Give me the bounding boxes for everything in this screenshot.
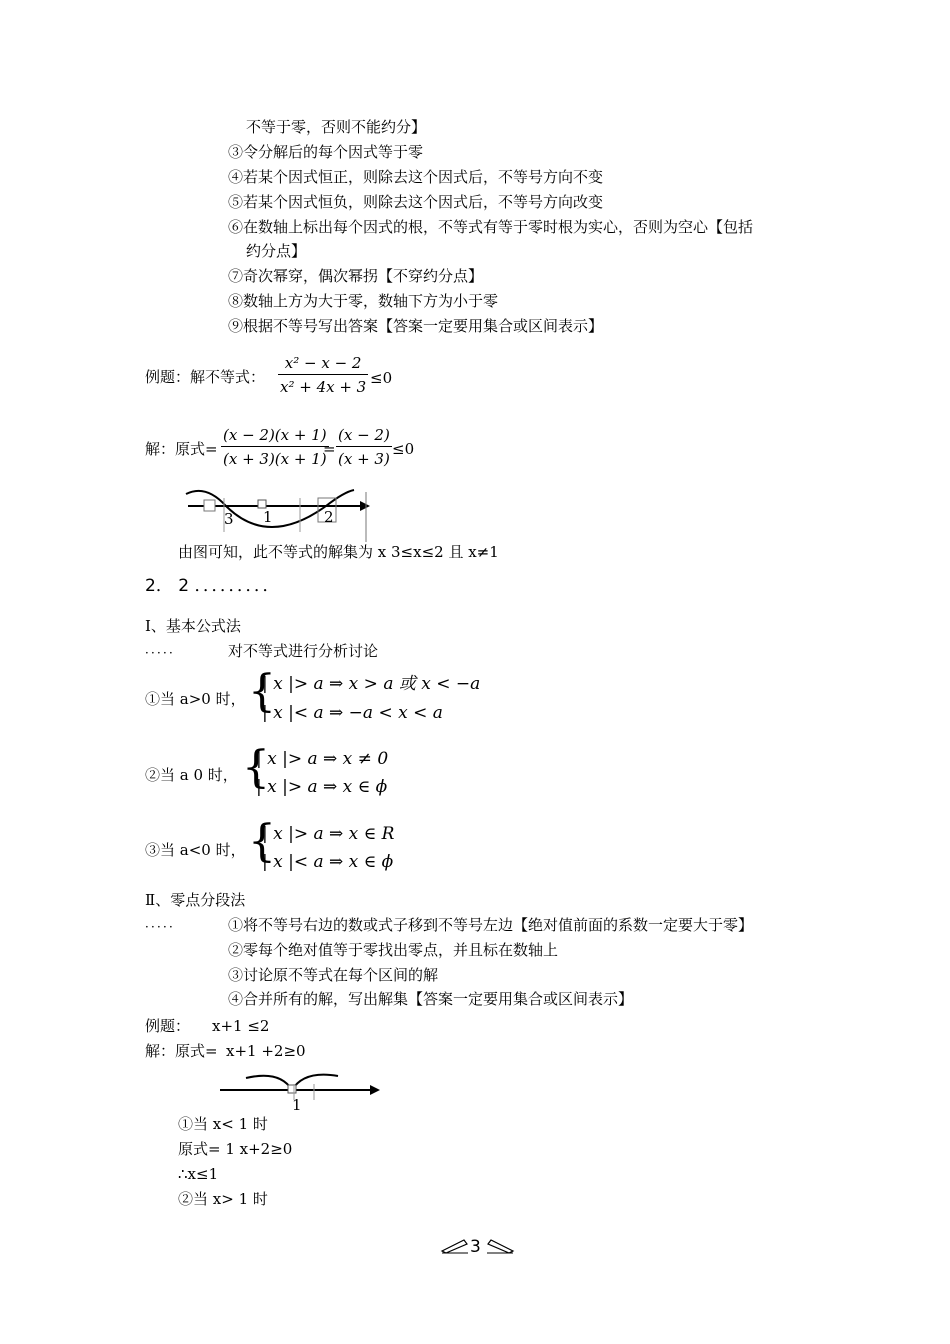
method1-subtitle-mark: ．．．．． <box>145 642 182 656</box>
solution1-frac2-den: (x + 3) <box>338 450 390 468</box>
solution1-relation: ≤0 <box>392 440 415 458</box>
example1-denominator: x² + 4x + 3 <box>280 378 367 396</box>
method2-title: Ⅱ、零点分段法 <box>145 891 246 909</box>
solution1-fraction2 <box>336 426 392 468</box>
page-number: 3 <box>470 1237 481 1257</box>
step-6: ⑥在数轴上标出每个因式的根，不等式有等于零时根为实心，否则为空心【包括 <box>228 218 754 236</box>
case2-brace: { <box>242 742 270 793</box>
example2-label: 例题： <box>145 1017 191 1035</box>
number-line-diagram-1 <box>180 488 380 538</box>
solution1-frac1-num: (x − 2)(x + 1) <box>221 426 329 447</box>
case1-label: ①当 a>0 时， <box>145 690 246 708</box>
case2-line1: | x |> a ⇒ x ≠ 0 <box>256 749 389 769</box>
method2-subtitle-mark: ．．．．． <box>145 916 182 930</box>
example2-expression: x+1 ≤2 <box>212 1017 270 1035</box>
step-7: ⑦奇次幂穿，偶次幂拐【不穿约分点】 <box>228 267 484 285</box>
axis-label-3: 3 <box>224 510 234 528</box>
axis-label-2: 2 <box>324 508 334 526</box>
section-heading: 2． 2 ．．．．．．．．． <box>145 576 280 596</box>
solution2-expression: x+1 +2≥0 <box>226 1042 306 1060</box>
case3-brace: { <box>248 816 276 867</box>
pen-right-icon <box>485 1237 515 1255</box>
axis-label-1: 1 <box>263 508 273 526</box>
solution2-label: 解：原式= <box>145 1042 218 1060</box>
example1-relation: ≤0 <box>370 369 393 387</box>
case-line-1: ①当 x< 1 时 <box>178 1115 268 1133</box>
example1-label: 例题：解不等式： <box>145 368 266 386</box>
method2-step-4: ④合并所有的解，写出解集【答案一定要用集合或区间表示】 <box>228 990 634 1008</box>
solution1-label: 解：原式= <box>145 440 218 458</box>
step-9: ⑨根据不等号写出答案【答案一定要用集合或区间表示】 <box>228 317 604 335</box>
step-4: ④若某个因式恒正，则除去这个因式后，不等号方向不变 <box>228 168 604 186</box>
case3-line1: | x |> a ⇒ x ∈ R <box>262 824 395 844</box>
example1-fraction <box>278 354 368 396</box>
solution1-frac2-num: (x − 2) <box>336 426 392 447</box>
case3-label: ③当 a<0 时， <box>145 841 246 859</box>
method1-subtitle: 对不等式进行分析讨论 <box>228 642 379 660</box>
case2-label: ②当 a 0 时， <box>145 766 238 784</box>
example1-numerator: x² − x − 2 <box>278 354 368 375</box>
method2-step-3: ③讨论原不等式在每个区间的解 <box>228 966 439 984</box>
step-3: ③令分解后的每个因式等于零 <box>228 143 424 161</box>
step-6-continuation: 约分点】 <box>246 242 307 260</box>
solution1-conclusion: 由图可知，此不等式的解集为 x 3≤x≤2 且 x≠1 <box>178 543 499 561</box>
case-line-3: ∴x≤1 <box>178 1165 219 1183</box>
solution1-fraction1 <box>221 426 329 468</box>
axis2-label-1: 1 <box>292 1096 302 1114</box>
case2-line2: | x |> a ⇒ x ∈ ϕ <box>256 777 388 797</box>
pen-left-icon <box>440 1237 470 1255</box>
case1-line1: | x |> a ⇒ x > a 或 x < −a <box>262 674 481 694</box>
case3-line2: | x |< a ⇒ x ∈ ϕ <box>262 852 394 872</box>
step-8: ⑧数轴上方为大于零，数轴下方为小于零 <box>228 292 499 310</box>
method2-step-2: ②零每个绝对值等于零找出零点，并且标在数轴上 <box>228 941 559 959</box>
solution1-frac1-den: (x + 3)(x + 1) <box>223 450 327 468</box>
case1-brace: { <box>248 666 276 717</box>
step-5: ⑤若某个因式恒负，则除去这个因式后，不等号方向改变 <box>228 193 604 211</box>
method1-title: Ⅰ、基本公式法 <box>145 617 241 635</box>
solution1-equals: = <box>323 440 336 458</box>
case-line-4: ②当 x> 1 时 <box>178 1190 268 1208</box>
step-continuation: 不等于零，否则不能约分】 <box>246 118 427 136</box>
case-line-2: 原式= 1 x+2≥0 <box>178 1140 293 1158</box>
method2-step-1: ①将不等号右边的数或式子移到不等号左边【绝对值前面的系数一定要大于零】 <box>228 916 754 934</box>
case1-line2: | x |< a ⇒ −a < x < a <box>262 703 443 723</box>
